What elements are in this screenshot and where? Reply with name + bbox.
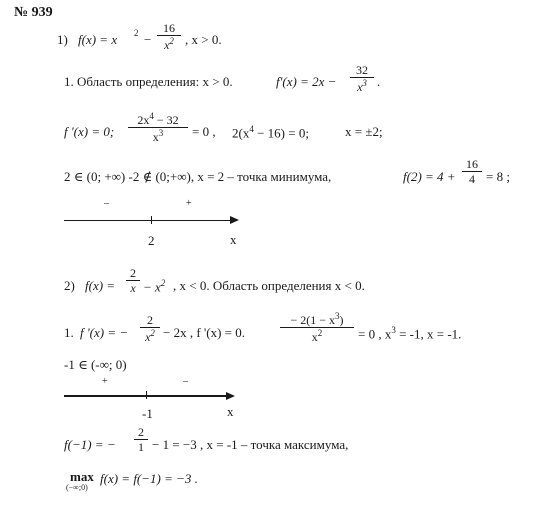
part2-derivative: f '(x) = − <box>80 325 129 340</box>
part2-func-tail: , x < 0. Область определения x < 0. <box>173 278 365 293</box>
part2-func-fraction <box>126 267 140 294</box>
part1-derivative-fraction <box>350 64 374 93</box>
part1-func-minus: − <box>144 32 152 47</box>
part2-critical-fraction <box>280 312 354 343</box>
part1-f2-tail: = 8 ; <box>486 169 510 184</box>
part1-critical-mid: = 0 , <box>192 124 216 139</box>
part2-crit-frac-den: $x^2$ <box>311 328 323 344</box>
part2-axis-var-label: x <box>227 404 234 419</box>
part1-critical-fraction <box>128 112 188 143</box>
part2-axis-arrow <box>226 392 235 400</box>
part1-sign-left: – <box>104 198 109 209</box>
part1-deriv-frac-num: 32 <box>356 63 368 77</box>
part1-f2-frac-num: 16 <box>466 157 478 171</box>
part1-critical-eq: $2(x^4 - 16) = 0$; <box>232 124 309 141</box>
part1-func-left: f(x) = x <box>78 32 118 47</box>
part2-func-left: f(x) = <box>85 278 116 293</box>
part2-axis-point-label: -1 <box>142 406 153 421</box>
part1-domain-text: 1. Область определения: x > 0. <box>64 74 233 89</box>
part1-func-frac-num: 16 <box>163 21 175 35</box>
part2-line2-prefix: 1. <box>64 325 74 340</box>
part2-axis-tick <box>146 391 147 399</box>
part1-sign-right: + <box>186 198 192 209</box>
part2-deriv-frac-den: $x^2$ <box>145 328 155 344</box>
part2-value-frac-num: 2 <box>138 425 144 439</box>
part1-prefix: 1) <box>57 32 68 47</box>
part1-f2-frac-den: 4 <box>469 172 475 186</box>
part1-axis-var-label: x <box>230 232 237 247</box>
part1-f2: f(2) = 4 + <box>403 169 456 184</box>
part1-axis-point-label: 2 <box>148 233 155 248</box>
problem-number: № 939 <box>14 5 53 20</box>
part2-func-minus: − $x^2$ <box>143 278 166 295</box>
part1-axis-arrow <box>230 216 239 224</box>
part1-crit-frac-num: $2x^4 - 32$ <box>137 111 179 127</box>
part2-max-subscript: (−∞;0) <box>66 483 88 492</box>
part1-crit-frac-den: $x^3$ <box>152 128 164 144</box>
part2-value-frac-den: 1 <box>138 440 144 454</box>
part1-roots: x = ±2; <box>345 124 383 139</box>
part1-derivative: f'(x) = 2x − <box>276 74 337 89</box>
part1-axis-line <box>64 220 231 221</box>
part2-max-word: max <box>70 469 94 484</box>
part2-crit-frac-num: − $2(1 - x^3)$ <box>290 311 344 327</box>
part2-max-rest: f(x) = f(−1) = −3 . <box>100 471 198 486</box>
part2-value-tail: − 1 = −3 , x = -1 – точка максимума, <box>152 437 349 452</box>
part1-func-tail: , x > 0. <box>185 32 222 47</box>
part2-func-frac-num: 2 <box>130 266 136 280</box>
part1-derivative-tail: . <box>377 74 381 89</box>
part1-f2-fraction <box>462 158 482 185</box>
part1-axis-tick <box>151 216 152 224</box>
part2-value-fraction <box>134 426 148 453</box>
part1-critical-left: f '(x) = 0; <box>64 124 115 139</box>
part2-func-frac-den: x <box>130 281 136 295</box>
part1-func-frac-den: $x^2$ <box>164 36 174 52</box>
part1-func-fraction <box>157 22 181 51</box>
part1-deriv-frac-den: $x^3$ <box>357 78 367 94</box>
part1-func-exp: 2 <box>134 28 139 38</box>
part2-deriv-frac-num: 2 <box>147 313 153 327</box>
part2-derivative-mid: − 2x , f '(x) = 0. <box>163 325 245 340</box>
part2-interval-note: -1 ∈ (-∞; 0) <box>64 357 127 372</box>
part2-sign-left: + <box>102 376 108 387</box>
part2-derivative-fraction <box>140 314 160 343</box>
part2-prefix: 2) <box>64 278 75 293</box>
part2-critical-tail: = 0 , $x^3 = -1$, x = -1. <box>358 325 462 342</box>
part2-value-left: f(−1) = − <box>64 437 116 452</box>
part1-conclusion-text: 2 ∈ (0; +∞) -2 ∉ (0;+∞), x = 2 – точка минимума, <box>64 169 332 184</box>
part2-sign-right: – <box>183 376 188 387</box>
